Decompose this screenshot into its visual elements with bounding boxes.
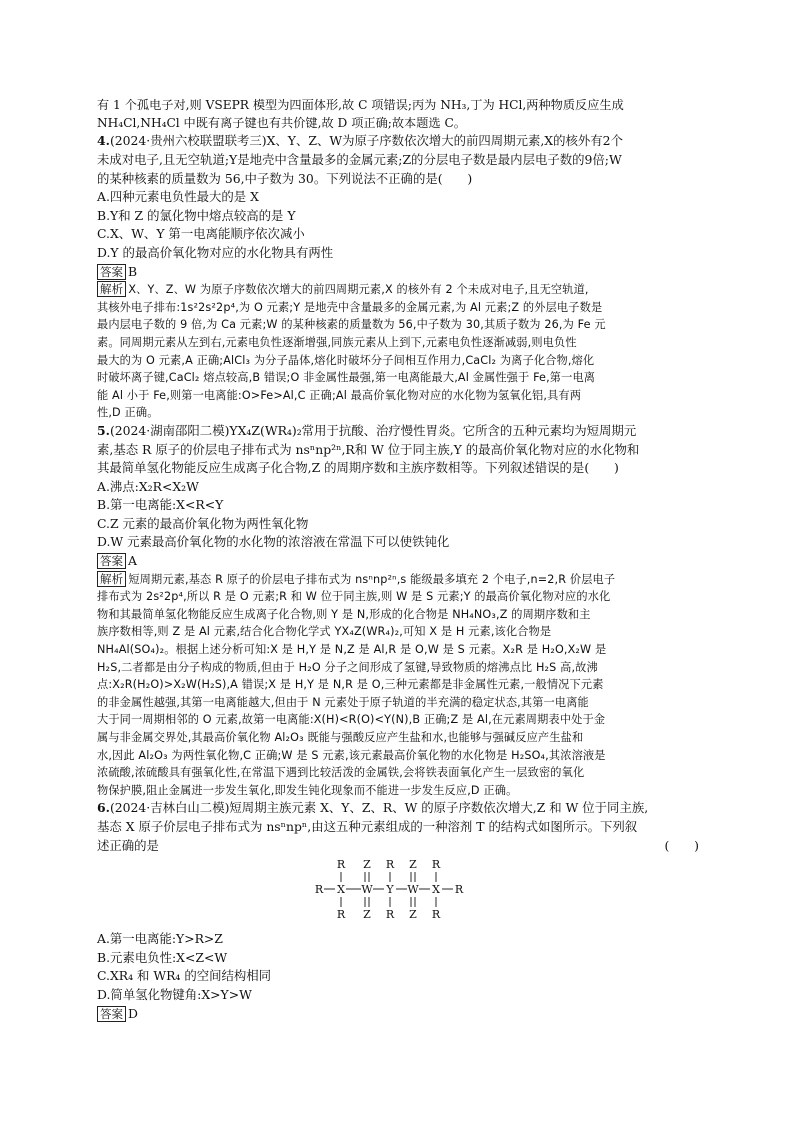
explanation-line: 排布式为 2s²2p⁴,所以 R 是 O 元素;R 和 W 位于同主族,则 W 是 S 元素;Y 的最高价氧化物对应的水化 bbox=[97, 590, 611, 604]
explanation-line: 解析 短周期元素,基态 R 原子的价层电子排布式为 nsⁿnp²ⁿ,s 能级最多填充 2 个电子,n=2,R 价层电子 bbox=[97, 571, 699, 589]
explanation-line: 其核外电子排布:1s²2s²2p⁴,为 O 元素;Y 是地壳中含量最多的金属元素,为 Al 元素;Z 的外层电子数是 bbox=[97, 300, 603, 314]
option-c: C.X、W、Y 第一电离能顺序依次减小 bbox=[97, 226, 305, 242]
document-page bbox=[97, 96, 699, 1023]
prev-answer-tail-line: 有 1 个孤电子对,则 VSEPR 模型为四面体形,故 C 项错误;丙为 NH₃,丁为 HCl,两种物质反应生成 bbox=[97, 98, 624, 112]
atom-label: Z bbox=[363, 908, 371, 922]
explanation-line: 的非金属性越强,其第一电离能越大,但由于 N 元素处于原子轨道的半充满的稳定状态,其第一电离能 bbox=[97, 695, 589, 709]
answer-value: A bbox=[128, 553, 137, 569]
option-b: B.元素电负性:X<Z<W bbox=[97, 949, 228, 965]
explanation-line: NH₄Al(SO₄)₂。根据上述分析可知:X 是 H,Y 是 N,Z 是 Al,R 是 O,W 是 S 元素。X₂R 是 H₂O,X₂W 是 bbox=[97, 643, 607, 657]
option-d: D.简单氢化物键角:X>Y>W bbox=[97, 986, 252, 1002]
atom-label: R bbox=[385, 908, 395, 922]
explanation-line: 浓硫酸,浓硫酸具有强氧化性,在常温下遇到比较活泼的金属铁,会将铁表面氧化产生一层致密的氧化 bbox=[97, 766, 585, 780]
explanation-line: 素。同周期元素从左到右,元素电负性逐渐增强,同族元素从上到下,元素电负性逐渐减弱,则电负性 bbox=[97, 335, 577, 349]
prev-answer-tail-line: NH₄Cl,NH₄Cl 中既有离子键也有共价键,故 D 项正确;故本题选 C。 bbox=[97, 116, 466, 131]
atom-label: Z bbox=[363, 858, 371, 872]
question-stem-line: 6.(2024·吉林白山二模)短周期主族元素 X、Y、Z、R、W 的原子序数依次增大,Z 和 W 位于同主族, bbox=[97, 800, 649, 816]
atom-label: R bbox=[385, 858, 395, 872]
option-a: A.四种元素电负性最大的是 X bbox=[97, 189, 259, 205]
explanation-line: 时破坏离子键,CaCl₂ 熔点较高,B 错误;O 非金属性最强,第一电离能最大,Al 金属性强于 Fe,第一电离 bbox=[97, 371, 596, 385]
atom-label: W bbox=[361, 883, 373, 897]
explanation-line: 最内层电子数的 9 倍,为 Ca 元素;W 的某种核素的质量数为 56,中子数为 30,其质子数为 26,为 Fe 元 bbox=[97, 318, 606, 332]
explanation-line: 解析 X、Y、Z、W 为原子序数依次增大的前四周期元素,X 的核外有 2 个未成对电子,且无空轨道, bbox=[97, 281, 699, 299]
answer-line bbox=[97, 263, 699, 282]
atom-label: R bbox=[431, 858, 441, 872]
option-a: A.第一电离能:Y>R>Z bbox=[97, 931, 223, 947]
explanation-line: 族序数相等,则 Z 是 Al 元素,结合化合物化学式 YX₄Z(WR₄)₂,可知 X 是 H 元素,该化合物是 bbox=[97, 625, 552, 639]
question-number: 5. bbox=[97, 422, 110, 438]
question-stem-line: 述正确的是 ( ) bbox=[97, 837, 699, 856]
explanation-label: 解析 bbox=[97, 281, 126, 297]
answer-line bbox=[97, 552, 699, 571]
explanation-line: 物保护膜,阻止金属进一步发生氧化,即发生钝化现象而不能进一步发生反应,D 正确。 bbox=[97, 783, 518, 797]
explanation-label: 解析 bbox=[97, 571, 126, 587]
explanation-line: 性,D 正确。 bbox=[97, 406, 159, 420]
option-b: B.Y和 Z 的氯化物中熔点较高的是 Y bbox=[97, 207, 296, 223]
question-stem-line: 5.(2024·湖南邵阳二模)YX₄Z(WR₄)₂常用于抗酸、治疗慢性胃炎。它所含的五种元素均为短周期元 bbox=[97, 422, 637, 438]
answer-value: B bbox=[128, 263, 138, 279]
question-stem-line: 素,基态 R 原子的价层电子排布式为 nsⁿnp²ⁿ,R和 W 位于同主族,Y 的最高价氧化物对应的水化物和 bbox=[97, 441, 640, 457]
question-stem-line: 未成对电子,且无空轨道;Y是地壳中含量最多的金属元素;Z的分层电子数是最内层电子数的9倍;W bbox=[97, 152, 622, 167]
answer-blank: ( ) bbox=[664, 837, 699, 853]
atom-label: R bbox=[431, 908, 441, 922]
option-c: C.XR₄ 和 WR₄ 的空间结构相同 bbox=[97, 968, 272, 984]
explanation-line: H₂S,二者都是由分子构成的物质,但由于 H₂O 分子之间形成了氢键,导致物质的熔沸点比 H₂S 高,故沸 bbox=[97, 660, 598, 674]
atom-label: R bbox=[336, 908, 346, 922]
explanation-line: 大于同一周期相邻的 O 元素,故第一电离能:X(H)<R(O)<Y(N),B 正确;Z 是 Al,在元素周期表中处于金 bbox=[97, 713, 606, 727]
question-stem-line: 4.(2024·贵州六校联盟联考三)X、Y、Z、W为原子序数依次增大的前四周期元素,X的核外有2个 bbox=[97, 133, 623, 149]
question-number: 4. bbox=[97, 133, 110, 149]
answer-line bbox=[97, 1005, 699, 1024]
option-d: D.W 元素最高价氧化物的水化物的浓溶液在常温下可以使铁钝化 bbox=[97, 534, 450, 550]
structural-formula-svg bbox=[315, 858, 485, 922]
atom-label: X bbox=[432, 883, 440, 897]
question-5 bbox=[97, 422, 699, 799]
question-stem-line: 其最简单氢化物能反应生成离子化合物,Z 的周期序数和主族序数相等。下列叙述错误的是( ) bbox=[97, 460, 619, 476]
question-stem-line: 基态 X 原子价层电子排布式为 nsⁿnpⁿ,由这五种元素组成的一种溶剂 T 的结构式如图所示。下列叙 bbox=[97, 818, 638, 834]
option-a: A.沸点:X₂R<X₂W bbox=[97, 478, 199, 494]
atom-label: R bbox=[336, 858, 346, 872]
atom-label: Z bbox=[409, 858, 417, 872]
answer-label: 答案 bbox=[97, 553, 126, 569]
explanation-line: 能 Al 小于 Fe,则第一电离能:O>Fe>Al,C 正确;Al 最高价氧化物对应的水化物为氢氧化铝,具有两 bbox=[97, 388, 582, 402]
question-stem-line: 的某种核素的质量数为 56,中子数为 30。下列说法不正确的是( ) bbox=[97, 170, 473, 186]
answer-label: 答案 bbox=[97, 1006, 126, 1022]
question-number: 6. bbox=[97, 800, 110, 816]
answer-label: 答案 bbox=[97, 264, 126, 280]
atom-label: W bbox=[407, 883, 419, 897]
explanation-line: 最大的为 O 元素,A 正确;AlCl₃ 为分子晶体,熔化时破坏分子间相互作用力,CaCl₂ 为离子化合物,熔化 bbox=[97, 353, 595, 367]
atom-label: R bbox=[315, 883, 324, 897]
option-d: D.Y 的最高价氧化物对应的水化物具有两性 bbox=[97, 244, 334, 260]
atom-label: R bbox=[454, 883, 464, 897]
atom-label: X bbox=[337, 883, 345, 897]
explanation-line: 水,因此 Al₂O₃ 为两性氧化物,C 正确;W 是 S 元素,该元素最高价氧化物的水化物是 H₂SO₄,其浓溶液是 bbox=[97, 748, 606, 762]
structural-formula bbox=[315, 858, 699, 926]
explanation-line: 属与非金属交界处,其最高价氧化物 Al₂O₃ 既能与强酸反应产生盐和水,也能够与强碱反应产生盐和 bbox=[97, 731, 584, 744]
option-b: B.第一电离能:X<R<Y bbox=[97, 497, 224, 513]
atom-label: Y bbox=[386, 883, 394, 897]
atom-label: Z bbox=[409, 908, 417, 922]
answer-value: D bbox=[128, 1005, 138, 1021]
question-6 bbox=[97, 799, 699, 1023]
question-4 bbox=[97, 132, 699, 422]
option-c: C.Z 元素的最高价氧化物为两性氧化物 bbox=[97, 515, 309, 531]
explanation-line: 点:X₂R(H₂O)>X₂W(H₂S),A 错误;X 是 H,Y 是 N,R 是 O,三种元素都是非金属性元素,一般情况下元素 bbox=[97, 678, 604, 692]
explanation-line: 物和其最简单氢化物能反应生成离子化合物,则 Y 是 N,形成的化合物是 NH₄NO₃,Z 的周期序数和主 bbox=[97, 607, 591, 621]
